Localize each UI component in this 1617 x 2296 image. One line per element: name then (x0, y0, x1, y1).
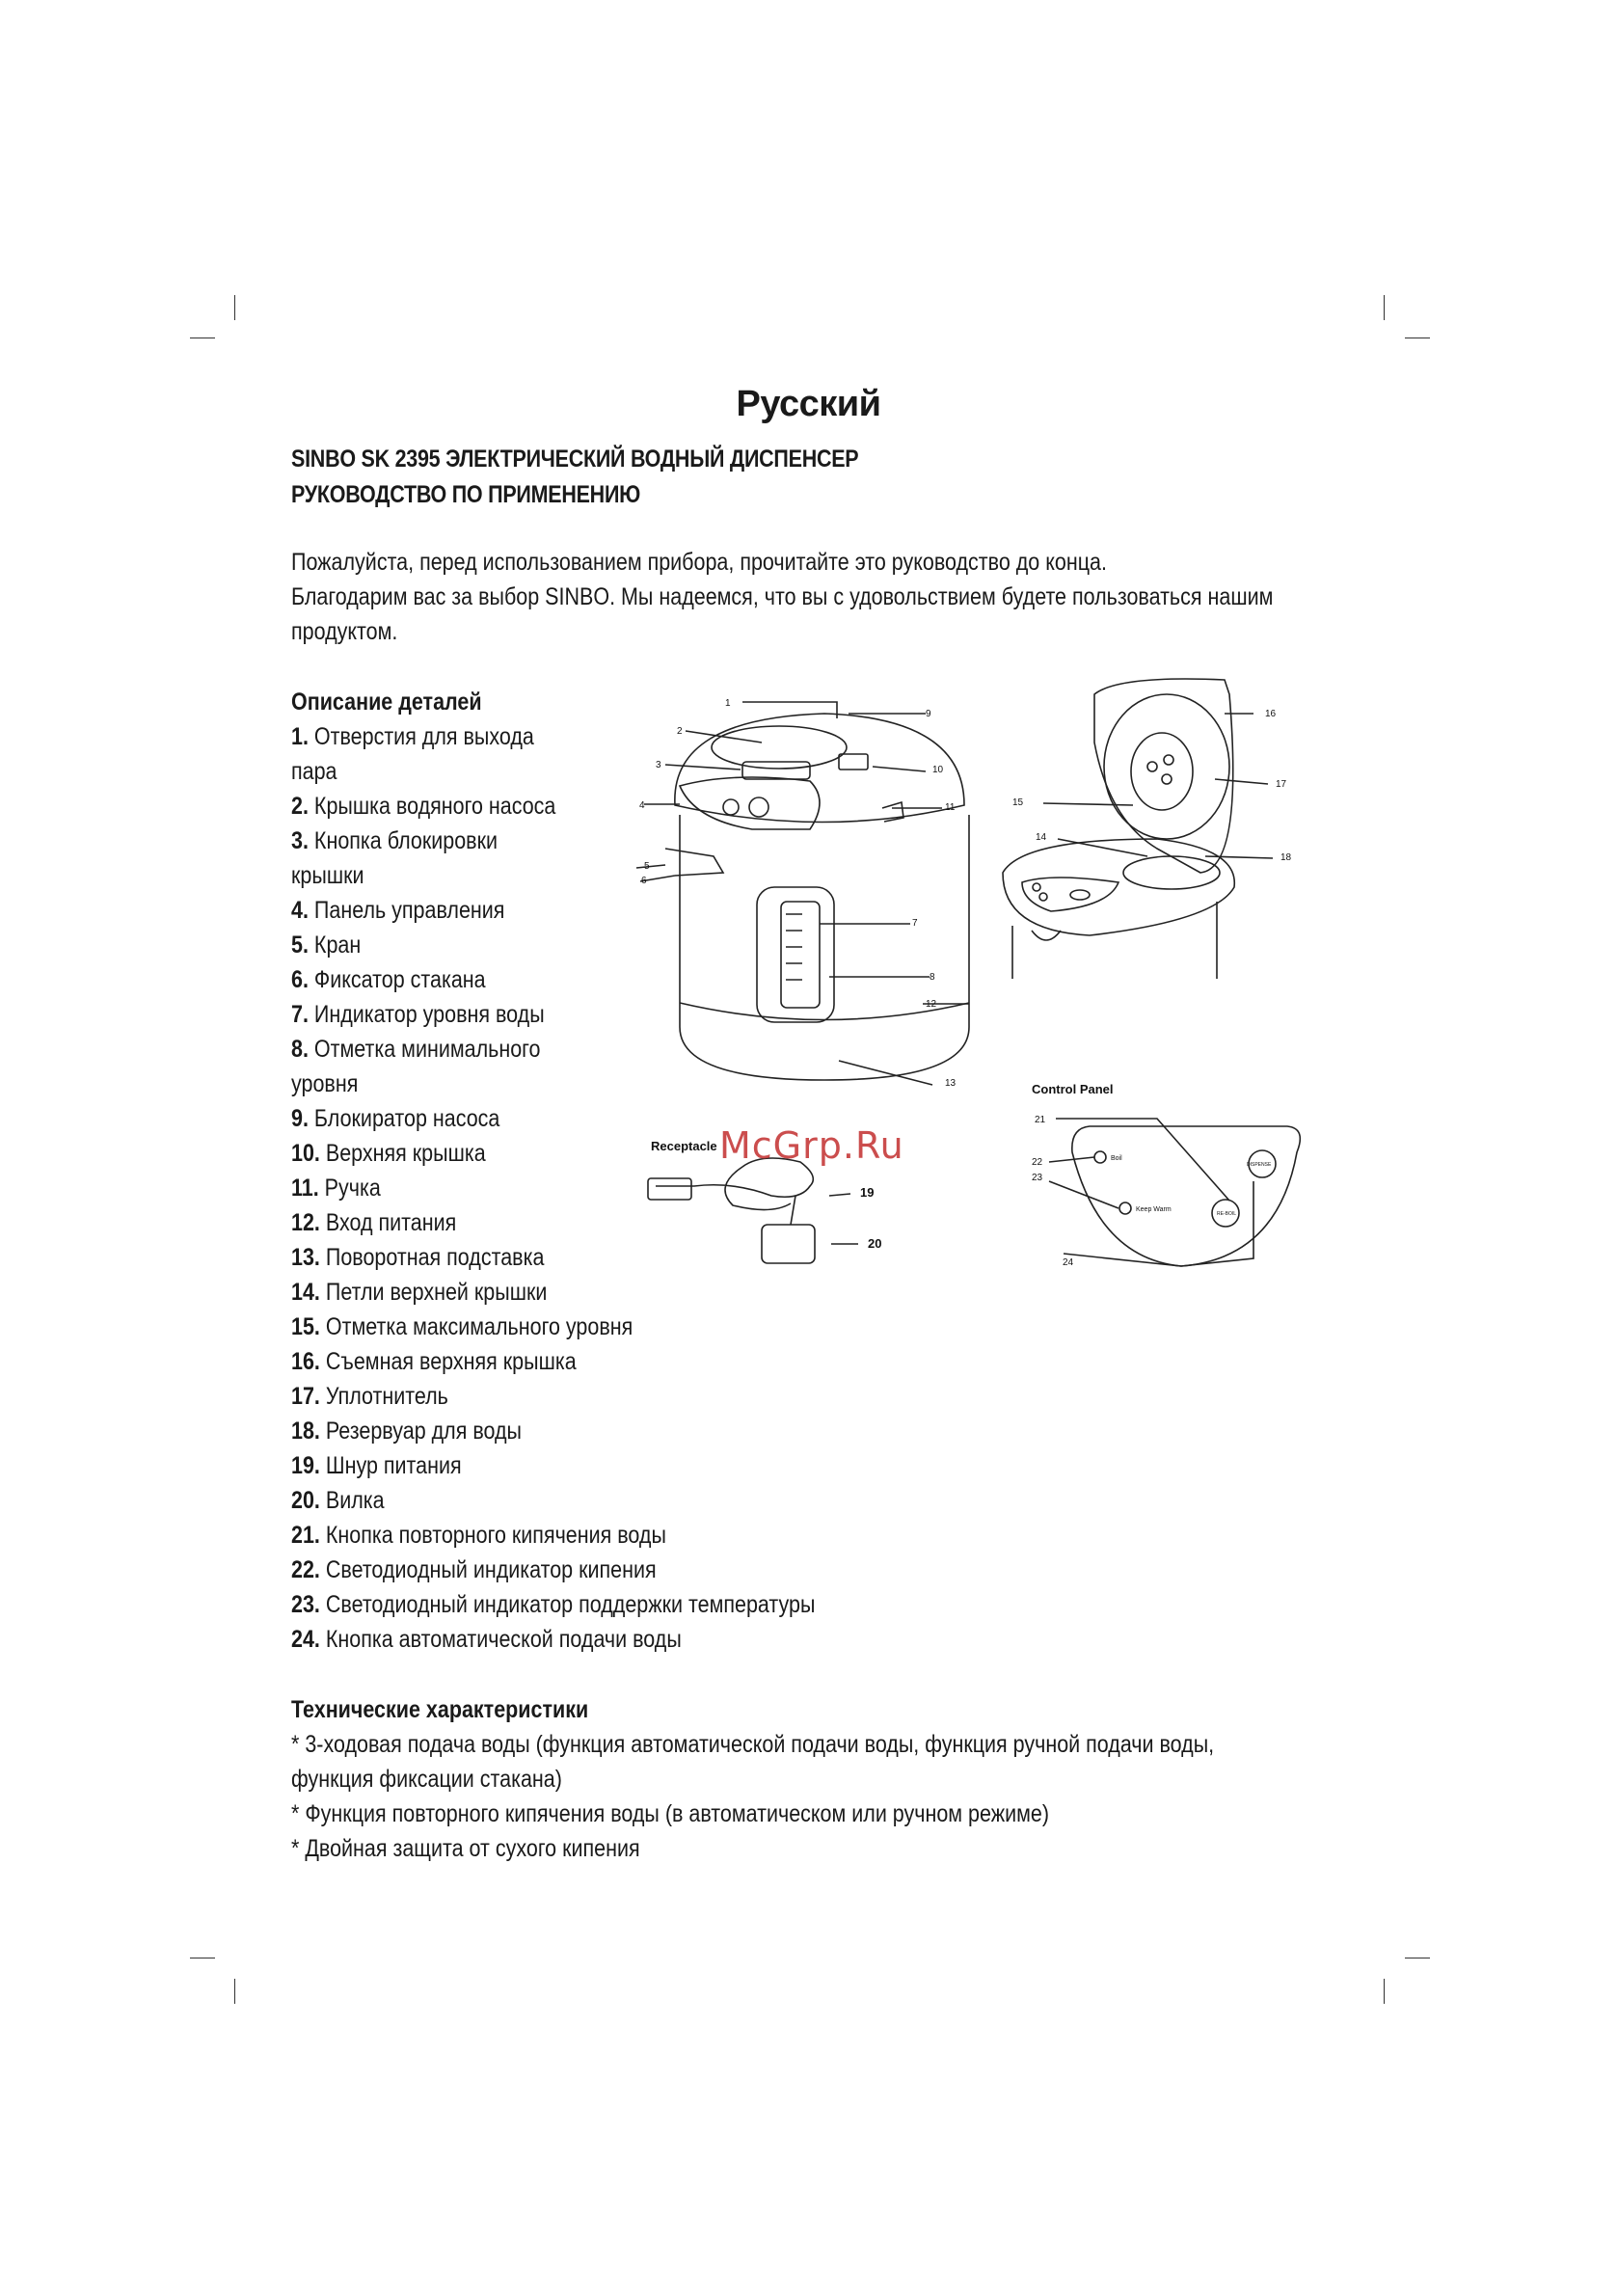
dispense-label: DISPENSE (1247, 1162, 1272, 1168)
part-number: 20. (291, 1487, 320, 1514)
callout-23: 23 (1032, 1173, 1043, 1183)
callout-24: 24 (1063, 1257, 1074, 1268)
part-number: 5. (291, 932, 309, 959)
callout-18: 18 (1280, 852, 1292, 863)
intro-text: Благодарим вас за выбор SINBO. Мы надеемся, что вы с удовольствием будете пользоваться нашим (291, 583, 1274, 610)
part-label: Съемная верхняя крышка (325, 1348, 577, 1375)
part-label: Отметка минимального (313, 1036, 541, 1063)
part-label: Индикатор уровня воды (313, 1001, 545, 1028)
part-number: 7. (291, 1001, 309, 1028)
part-number: 21. (291, 1522, 320, 1549)
part-label: Крышка водяного насоса (313, 793, 556, 820)
callout-7: 7 (912, 918, 918, 929)
part-number: 8. (291, 1036, 309, 1063)
page-title: Русский (736, 384, 881, 424)
spec-line: * Двойная защита от сухого кипения (291, 1835, 640, 1862)
product-heading: SINBO SK 2395 ЭЛЕКТРИЧЕСКИЙ ВОДНЫЙ ДИСПЕНСЕР (291, 446, 859, 473)
part-label-continuation: уровня (291, 1070, 359, 1097)
part-number: 3. (291, 827, 309, 854)
part-label: Фиксатор стакана (313, 966, 486, 993)
part-label: Светодиодный индикатор кипения (325, 1556, 657, 1583)
part-label: Петли верхней крышки (325, 1279, 548, 1306)
part-number: 22. (291, 1556, 320, 1583)
callout-12: 12 (926, 999, 937, 1010)
part-number: 1. (291, 723, 309, 750)
watermark: McGrp.Ru (719, 1124, 904, 1167)
part-number: 14. (291, 1279, 320, 1306)
part-label: Резервуар для воды (325, 1418, 523, 1445)
intro-text: продуктом. (291, 618, 398, 645)
callout-17: 17 (1276, 779, 1287, 790)
callout-19: 19 (860, 1185, 875, 1200)
part-label: Отверстия для выхода (313, 723, 534, 750)
callout-3: 3 (656, 760, 661, 770)
callout-10: 10 (932, 765, 944, 775)
callout-9: 9 (926, 709, 931, 719)
part-number: 16. (291, 1348, 320, 1375)
boil-label: Boil (1111, 1155, 1122, 1162)
callout-2: 2 (677, 726, 683, 737)
callout-20: 20 (868, 1236, 882, 1251)
callout-1: 1 (725, 698, 731, 709)
part-number: 17. (291, 1383, 320, 1410)
callout-11: 11 (945, 802, 956, 813)
part-label: Отметка максимального уровня (325, 1313, 633, 1340)
part-number: 19. (291, 1452, 320, 1479)
control-panel-label: Control Panel (1032, 1082, 1114, 1096)
keep-warm-label: Keep Warm (1136, 1206, 1172, 1213)
control-panel-outline (1072, 1126, 1301, 1266)
callout-15: 15 (1012, 797, 1024, 808)
part-number: 10. (291, 1140, 320, 1167)
callout-21: 21 (1035, 1115, 1046, 1125)
part-label: Поворотная подставка (325, 1244, 545, 1271)
specs-heading: Технические характеристики (291, 1696, 589, 1723)
part-number: 11. (291, 1175, 319, 1202)
part-label: Кнопка повторного кипячения воды (325, 1522, 666, 1549)
part-label: Верхняя крышка (325, 1140, 486, 1167)
spec-line: * 3-ходовая подача воды (функция автоматической подачи воды, функция ручной подачи воды, (291, 1731, 1215, 1758)
part-number: 9. (291, 1105, 309, 1132)
part-number: 13. (291, 1244, 320, 1271)
intro-text: Пожалуйста, перед использованием прибора, прочитайте это руководство до конца. (291, 549, 1107, 576)
parts-heading: Описание деталей (291, 689, 482, 716)
part-number: 15. (291, 1313, 320, 1340)
part-label-continuation: крышки (291, 862, 364, 889)
water-window (757, 887, 834, 1022)
spec-line: * Функция повторного кипячения воды (в автоматическом или ручном режиме) (291, 1800, 1050, 1827)
part-label: Панель управления (313, 897, 505, 924)
callout-22: 22 (1032, 1157, 1043, 1168)
part-label: Кнопка блокировки (313, 827, 498, 854)
callout-8: 8 (930, 972, 935, 983)
callout-16: 16 (1265, 709, 1277, 719)
part-number: 12. (291, 1209, 320, 1236)
reboil-label: RE-BOIL (1217, 1211, 1237, 1217)
dispenser-top-open (1003, 839, 1234, 935)
part-number: 6. (291, 966, 309, 993)
part-label: Шнур питания (325, 1452, 462, 1479)
callout-14: 14 (1036, 832, 1047, 843)
manual-heading: РУКОВОДСТВО ПО ПРИМЕНЕНИЮ (291, 481, 641, 508)
part-label: Ручка (324, 1175, 381, 1202)
part-label: Блокиратор насоса (313, 1105, 500, 1132)
part-label: Вход питания (325, 1209, 457, 1236)
part-number: 23. (291, 1591, 320, 1618)
part-number: 18. (291, 1418, 320, 1445)
callout-6: 6 (641, 876, 647, 886)
part-number: 2. (291, 793, 309, 820)
callout-5: 5 (644, 861, 650, 872)
part-label-continuation: пара (291, 758, 337, 785)
part-label: Кнопка автоматической подачи воды (325, 1626, 682, 1653)
part-number: 24. (291, 1626, 320, 1653)
dispenser-body (680, 815, 969, 1080)
part-label: Уплотнитель (325, 1383, 448, 1410)
spec-line: функция фиксации стакана) (291, 1766, 562, 1793)
part-number: 4. (291, 897, 309, 924)
receptacle-label: Receptacle (651, 1139, 717, 1153)
part-label: Вилка (325, 1487, 385, 1514)
part-label: Кран (313, 932, 362, 959)
callout-4: 4 (639, 800, 645, 811)
callout-13: 13 (945, 1078, 957, 1089)
part-label: Светодиодный индикатор поддержки температуры (325, 1591, 816, 1618)
